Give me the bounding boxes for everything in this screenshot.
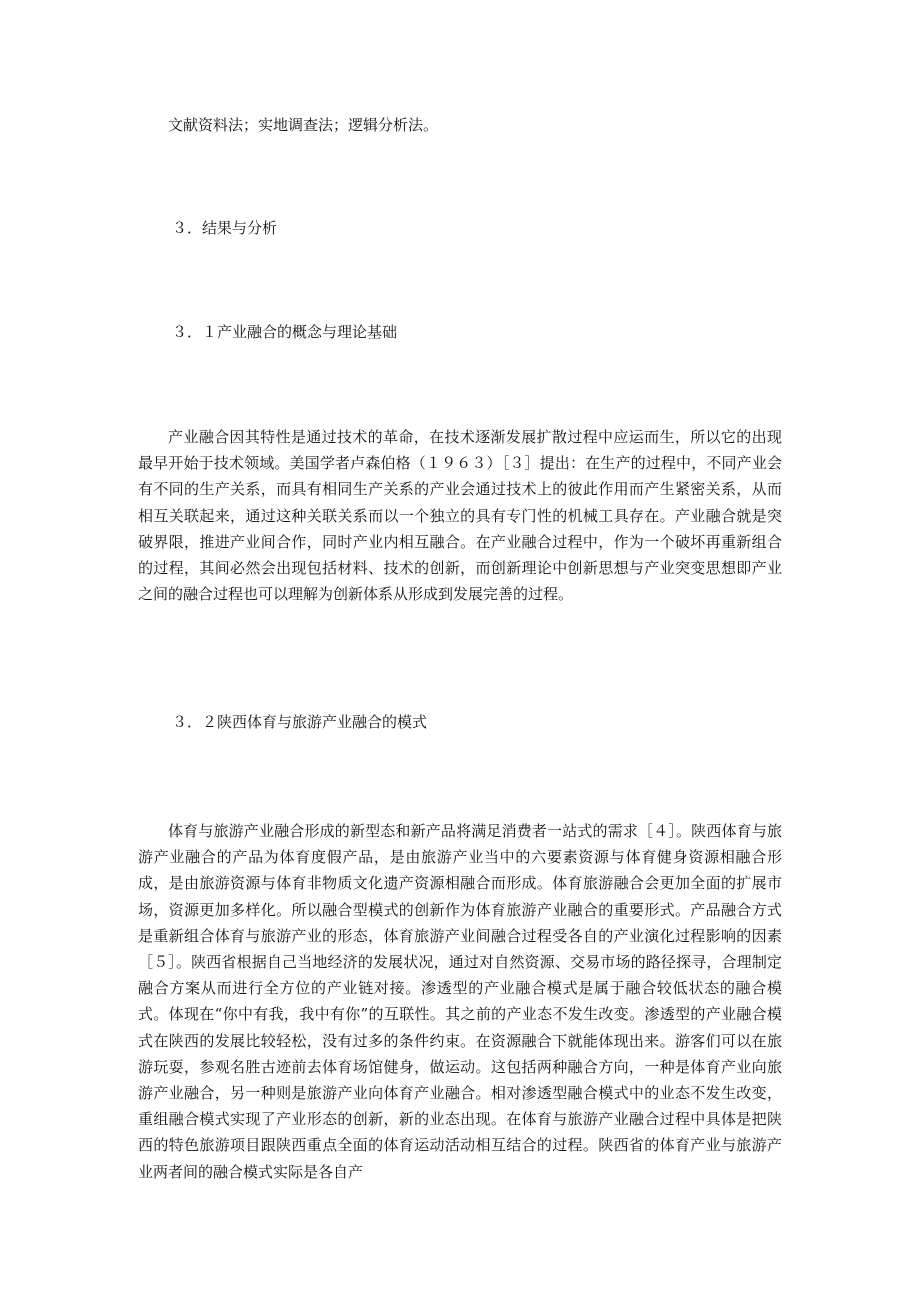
- section-3-2-paragraph: 体育与旅游产业融合形成的新型态和新产品将满足消费者一站式的需求［４］。陕西体育与旅游产业融合的产品为体育度假产品，是由旅游产业当中的六要素资源与体育健身资源相融合形成，是由旅游资源与体育非物质文化遗产资源相融合而形成。体育旅游融合会更加全面的扩展市场，资源更加多样化。所以融合型模式的创新作为体育旅游产业融合的重要形式。产品融合方式是重新组合体育与旅游产业的形态，体育旅游产业间融合过程受各自的产业演化过程影响的因素［５］。陕西省根据自己当地经济的发展状况，通过对自然资源、交易市场的路径探寻，合理制定融合方案从而进行全方位的产业链对接。渗透型的产业融合模式是属于融合较低状态的融合模式。体现在“你中有我，我中有你”的互联性。其之前的产业态不发生改变。渗透型的产业融合模式在陕西的发展比较轻松，没有过多的条件约束。在资源融合下就能体现出来。游客们可以在旅游玩耍，参观名胜古迹前去体育场馆健身，做运动。这包括两种融合方向，一种是体育产业向旅游产业融合，另一种则是旅游产业向体育产业融合。相对渗透型融合模式中的业态不发生改变，重组融合模式实现了产业形态的创新，新的业态出现。在体育与旅游产业融合过程中具体是把陕西的特色旅游项目跟陕西重点全面的体育运动活动相互结合的过程。陕西省的体育产业与旅游产业两者间的融合模式实际是各自产: [138, 822, 782, 1181]
- section-3-2-heading: ３．２陕西体育与旅游产业融合的模式: [172, 713, 428, 731]
- section-3-1-heading: ３．１产业融合的概念与理论基础: [172, 323, 398, 341]
- section-3-1-paragraph: 产业融合因其特性是通过技术的革命，在技术逐渐发展扩散过程中应运而生，所以它的出现最早开始于技术领域。美国学者卢森伯格（１９６３）［３］提出：在生产的过程中，不同产业会有不同的生产关系，而具有相同生产关系的产业会通过技术上的彼此作用而产生紧密关系，从而相互关联起来，通过这种关联关系而以一个独立的具有专门性的机械工具存在。产业融合就是突破界限，推进产业间合作，同时产业内相互融合。在产业融合过程中，作为一个破坏再重新组合的过程，其间必然会出现包括材料、技术的创新，而创新理论中创新思想与产业突变思想即产业之间的融合过程也可以理解为创新体系从形成到发展完善的过程。: [138, 428, 782, 604]
- methods-line: 文献资料法；实地调查法；逻辑分析法。: [168, 116, 439, 134]
- section-3-heading: ３．结果与分析: [172, 219, 278, 237]
